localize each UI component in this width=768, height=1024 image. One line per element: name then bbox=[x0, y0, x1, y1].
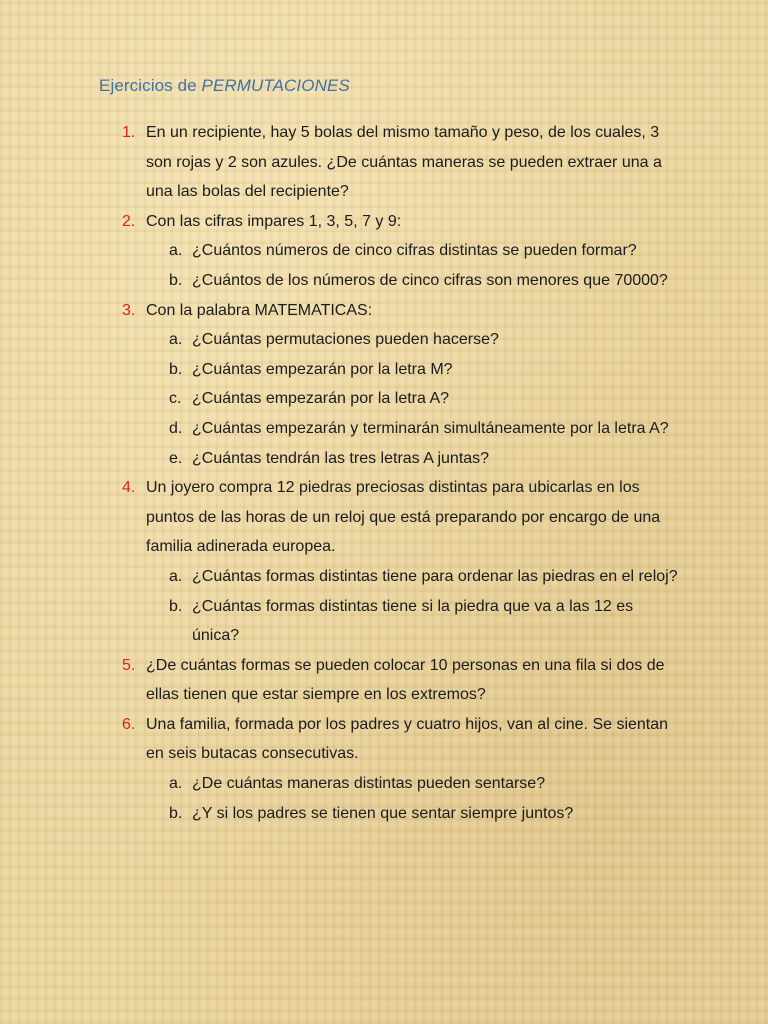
exercise-text: Con las cifras impares 1, 3, 5, 7 y 9: bbox=[146, 212, 402, 230]
exercise-4 bbox=[0, 473, 768, 562]
exercise-3-d bbox=[0, 414, 768, 444]
exercise-3 bbox=[0, 296, 768, 326]
sub-text: ¿Cuántas formas distintas tiene si la piedra que va a las 12 es única? bbox=[192, 597, 634, 645]
exercise-6-b bbox=[0, 799, 768, 829]
exercise-2 bbox=[0, 207, 768, 237]
sub-text: ¿Cuántos números de cinco cifras distintas se pueden formar? bbox=[192, 242, 637, 260]
sub-letter: e. bbox=[169, 449, 183, 467]
sub-letter: b. bbox=[169, 597, 183, 615]
sub-text: ¿Cuántas formas distintas tiene para ordenar las piedras en el reloj? bbox=[192, 567, 678, 585]
sub-letter: a. bbox=[169, 775, 183, 793]
exercise-number: 5. bbox=[122, 656, 136, 674]
exercise-3-c bbox=[0, 384, 768, 414]
exercise-6 bbox=[0, 710, 768, 769]
exercise-text: En un recipiente, hay 5 bolas del mismo tamaño y peso, de los cuales, 3 son rojas y 2 son azules. ¿De cuántas maneras se pueden extraer una a una las bolas del recipiente? bbox=[146, 124, 662, 201]
title-emphasis: PERMUTACIONES bbox=[201, 76, 350, 95]
exercise-6-a bbox=[0, 769, 768, 799]
sub-text: ¿Y si los padres se tienen que sentar siempre juntos? bbox=[192, 804, 574, 822]
exercise-text: Un joyero compra 12 piedras preciosas distintas para ubicarlas en los puntos de las horas de un reloj que está preparando por encargo de una familia adinerada europea. bbox=[146, 479, 661, 556]
exercise-5 bbox=[0, 651, 768, 710]
exercise-3-b bbox=[0, 355, 768, 385]
exercise-2-b bbox=[0, 266, 768, 296]
exercise-2-a bbox=[0, 236, 768, 266]
sub-text: ¿Cuántos de los números de cinco cifras son menores que 70000? bbox=[192, 271, 668, 289]
exercise-text: Una familia, formada por los padres y cuatro hijos, van al cine. Se sientan en seis butacas consecutivas. bbox=[146, 715, 669, 763]
sub-letter: a. bbox=[169, 242, 183, 260]
sub-text: ¿Cuántas empezarán y terminarán simultáneamente por la letra A? bbox=[192, 419, 669, 437]
exercise-number: 3. bbox=[122, 301, 136, 319]
exercise-text: Con la palabra MATEMATICAS: bbox=[146, 301, 373, 319]
page-title bbox=[99, 76, 350, 96]
exercise-number: 1. bbox=[122, 124, 136, 141]
sub-letter: a. bbox=[169, 567, 183, 585]
exercise-text: ¿De cuántas formas se pueden colocar 10 personas en una fila si dos de ellas tienen que estar siempre en los extremos? bbox=[146, 656, 665, 704]
sub-text: ¿Cuántas empezarán por la letra A? bbox=[192, 390, 450, 408]
exercise-list bbox=[0, 118, 768, 828]
sub-letter: b. bbox=[169, 271, 183, 289]
sub-letter: d. bbox=[169, 419, 183, 437]
exercise-4-b bbox=[0, 592, 768, 651]
title-prefix: Ejercicios de bbox=[99, 76, 202, 95]
exercise-1 bbox=[0, 118, 768, 207]
sub-text: ¿Cuántas empezarán por la letra M? bbox=[192, 360, 453, 378]
sub-text: ¿Cuántas permutaciones pueden hacerse? bbox=[192, 331, 499, 349]
sub-text: ¿De cuántas maneras distintas pueden sentarse? bbox=[192, 775, 546, 793]
exercise-3-a bbox=[0, 325, 768, 355]
sub-letter: c. bbox=[169, 390, 182, 408]
sub-letter: b. bbox=[169, 360, 183, 378]
exercise-4-a bbox=[0, 562, 768, 592]
sub-text: ¿Cuántas tendrán las tres letras A juntas? bbox=[192, 449, 490, 467]
exercise-number: 4. bbox=[122, 479, 136, 497]
exercise-number: 2. bbox=[122, 212, 136, 230]
exercise-number: 6. bbox=[122, 715, 136, 733]
sub-letter: b. bbox=[169, 804, 183, 822]
exercise-3-e bbox=[0, 444, 768, 474]
sub-letter: a. bbox=[169, 331, 183, 349]
